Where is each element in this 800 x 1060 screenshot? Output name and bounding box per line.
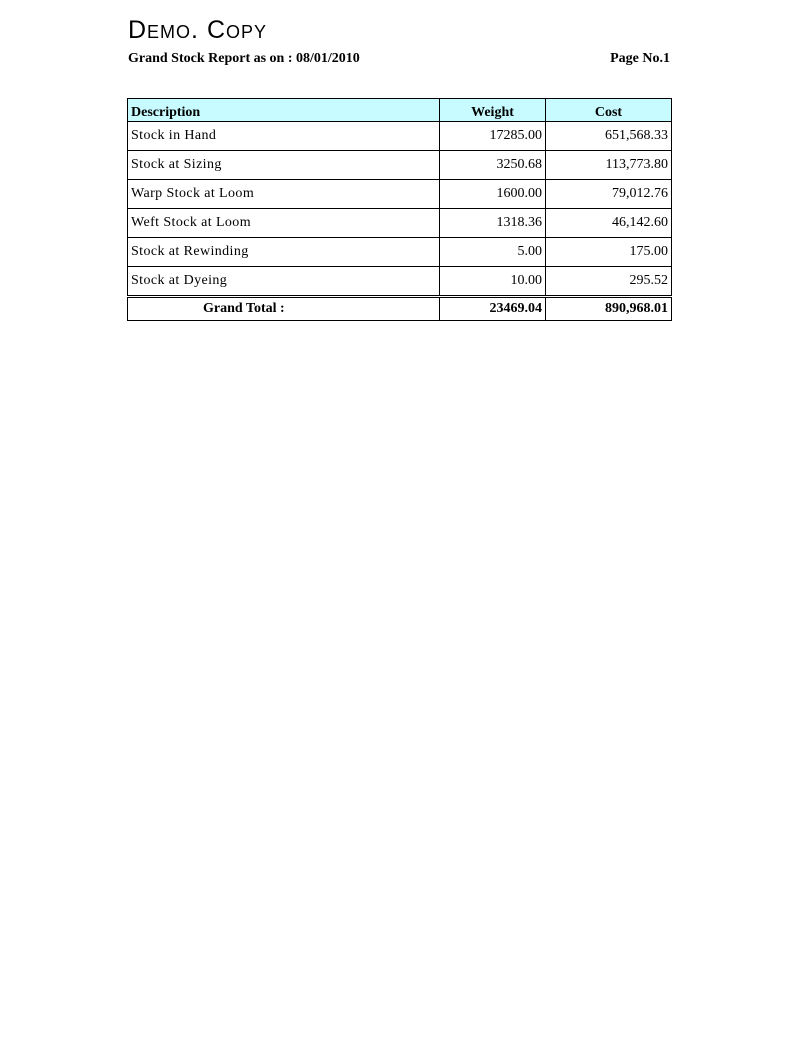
row-description: Stock at Sizing	[128, 151, 440, 180]
grand-total-label: Grand Total :	[128, 297, 440, 321]
grand-total-row	[128, 297, 672, 321]
row-description: Stock at Rewinding	[128, 238, 440, 267]
row-weight: 1600.00	[440, 180, 546, 209]
table-row	[128, 180, 672, 209]
stock-report-table	[127, 98, 672, 321]
table-row	[128, 267, 672, 297]
row-cost: 651,568.33	[546, 122, 672, 151]
row-cost: 79,012.76	[546, 180, 672, 209]
table-row	[128, 122, 672, 151]
table-row	[128, 151, 672, 180]
column-header-weight: Weight	[440, 99, 546, 122]
row-description: Stock in Hand	[128, 122, 440, 151]
row-description: Warp Stock at Loom	[128, 180, 440, 209]
column-header-cost: Cost	[546, 99, 672, 122]
row-cost: 113,773.80	[546, 151, 672, 180]
row-weight: 3250.68	[440, 151, 546, 180]
table-footer	[128, 297, 672, 321]
row-description: Weft Stock at Loom	[128, 209, 440, 238]
row-cost: 295.52	[546, 267, 672, 297]
table-header	[128, 99, 672, 122]
row-weight: 17285.00	[440, 122, 546, 151]
row-weight: 10.00	[440, 267, 546, 297]
table-body	[128, 122, 672, 297]
demo-copy-watermark: Demo. Copy	[128, 16, 268, 44]
table-row	[128, 238, 672, 267]
row-weight: 5.00	[440, 238, 546, 267]
grand-total-weight: 23469.04	[440, 297, 546, 321]
column-header-description: Description	[128, 99, 440, 122]
table-row	[128, 209, 672, 238]
grand-total-cost: 890,968.01	[546, 297, 672, 321]
row-cost: 46,142.60	[546, 209, 672, 238]
report-title: Grand Stock Report as on : 08/01/2010	[128, 51, 360, 66]
row-description: Stock at Dyeing	[128, 267, 440, 297]
row-weight: 1318.36	[440, 209, 546, 238]
row-cost: 175.00	[546, 238, 672, 267]
page-number: Page No.1	[610, 51, 670, 66]
table-header-row	[128, 99, 672, 122]
